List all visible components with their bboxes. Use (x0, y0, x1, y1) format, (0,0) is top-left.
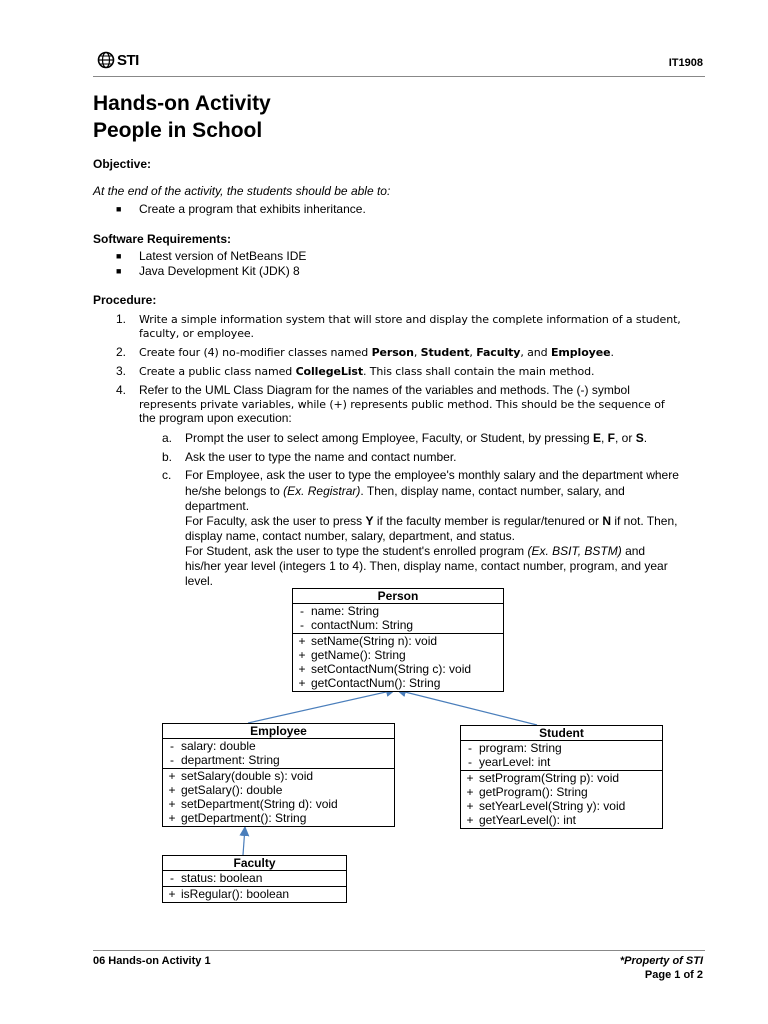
class-title: Faculty (163, 856, 346, 871)
footer-property: *Property of STI (619, 955, 703, 967)
field-text: contactNum: String (311, 618, 414, 632)
method-row (163, 783, 394, 797)
substep-c-line: his/her year level (integers 1 to 4). Then, display name, contact number, program, and year (185, 559, 668, 573)
field-row (163, 753, 394, 767)
field-text: yearLevel: int (479, 755, 551, 769)
class-title: Student (461, 726, 662, 741)
bullet-icon: ■ (116, 251, 122, 261)
visibility-symbol: + (298, 676, 306, 690)
substep-c-line: For Employee, ask the user to type the employee's monthly salary and the department where (185, 468, 679, 482)
substep-c-line: department. (185, 499, 250, 513)
step-2-part: Create four (4) no-modifier classes named (139, 346, 372, 359)
substep-c-line: display name, contact number, salary, department, and status. (185, 529, 515, 543)
software-item: Java Development Kit (JDK) 8 (139, 264, 300, 278)
substep-part: , or (615, 431, 636, 445)
method-text: getContactNum(): String (311, 676, 441, 690)
software-heading: Software Requirements: (93, 232, 232, 246)
method-row (293, 648, 503, 662)
uml-class-student (460, 725, 663, 829)
class-title: Employee (163, 724, 394, 739)
substep-label: c. (162, 468, 172, 482)
visibility-symbol: + (466, 813, 474, 827)
substep-part: if the faculty member is regular/tenured or (373, 514, 603, 528)
methods (461, 771, 662, 828)
visibility-symbol: - (300, 604, 304, 618)
logo-text: STI (117, 51, 139, 69)
method-row (163, 887, 346, 901)
field-text: department: String (181, 753, 280, 767)
visibility-symbol: - (468, 755, 472, 769)
substep-part: For Faculty, ask the user to press (185, 514, 366, 528)
page-number: Page 1 of 2 (644, 969, 703, 981)
class-title: Person (293, 589, 503, 604)
key-letter: F (607, 431, 616, 445)
methods (293, 634, 503, 691)
substep-label: b. (162, 450, 173, 464)
inheritance-arrow-employee-person (248, 690, 395, 723)
method-text: getSalary(): double (181, 783, 283, 797)
footer-left: 06 Hands-on Activity 1 (93, 955, 211, 967)
method-row (163, 797, 394, 811)
visibility-symbol: + (298, 634, 306, 648)
step-3-part: . This class shall contain the main method. (363, 365, 595, 378)
visibility-symbol: + (466, 799, 474, 813)
method-row (293, 662, 503, 676)
visibility-symbol: - (300, 618, 304, 632)
methods (163, 887, 346, 902)
visibility-symbol: + (168, 811, 176, 825)
method-row (293, 676, 503, 690)
substep-c-line: level. (185, 574, 214, 588)
methods (163, 769, 394, 826)
visibility-symbol: + (298, 648, 306, 662)
method-row (163, 769, 394, 783)
field-text: status: boolean (181, 871, 263, 885)
substep-part: if not. Then, (610, 514, 678, 528)
step-2-part: , (413, 346, 421, 359)
substep-b-text: Ask the user to type the name and contact number. (185, 450, 457, 464)
method-row (461, 785, 662, 799)
step-number: 2. (116, 345, 127, 359)
doc-id: IT1908 (668, 57, 703, 69)
method-row (461, 799, 662, 813)
title-line-2: People in School (93, 119, 263, 142)
uml-class-person (292, 588, 504, 692)
inheritance-arrow-faculty-employee (243, 827, 245, 855)
visibility-symbol: - (170, 739, 174, 753)
method-text: setContactNum(String c): void (311, 662, 472, 676)
method-text: setDepartment(String d): void (181, 797, 338, 811)
software-item: Latest version of NetBeans IDE (139, 249, 307, 263)
bullet-icon: ■ (116, 266, 122, 276)
method-text: getYearLevel(): int (479, 813, 576, 827)
visibility-symbol: + (466, 785, 474, 799)
field-row (163, 871, 346, 885)
substep-part: For Student, ask the user to type the student's enrolled program (185, 544, 528, 558)
field-row (163, 739, 394, 753)
key-letter: N (602, 514, 611, 528)
visibility-symbol: + (298, 662, 306, 676)
fields (293, 604, 503, 634)
field-row (293, 604, 503, 618)
method-row (461, 813, 662, 827)
example-text: (Ex. BSIT, BSTM) (527, 544, 622, 558)
step-number: 3. (116, 364, 127, 378)
method-text: getDepartment(): String (181, 811, 307, 825)
step-2-part: . (610, 346, 614, 359)
field-text: program: String (479, 741, 562, 755)
step-number: 1. (116, 312, 127, 326)
substep-part: Prompt the user to select among Employee, Faculty, or Student, by pressing (185, 431, 593, 445)
visibility-symbol: + (168, 887, 176, 901)
visibility-symbol: + (168, 769, 176, 783)
inheritance-arrow-student-person (397, 690, 537, 725)
method-text: isRegular(): boolean (181, 887, 290, 901)
class-name: CollegeList (295, 365, 364, 378)
step-1-line: faculty, or employee. (139, 327, 254, 340)
step-2-part: , (469, 346, 477, 359)
method-text: getName(): String (311, 648, 406, 662)
substep-part: . Then, display name, contact number, salary, and (360, 484, 625, 498)
class-name: Employee (550, 346, 611, 359)
substep-label: a. (162, 431, 173, 445)
objective-item: Create a program that exhibits inheritance. (139, 202, 366, 216)
uml-class-faculty (162, 855, 347, 903)
step-4-line: Refer to the UML Class Diagram for the names of the variables and methods. The (-) symbol (139, 383, 630, 397)
class-name: Person (371, 346, 414, 359)
step-3-part: Create a public class named (139, 365, 296, 378)
objective-intro: At the end of the activity, the students should be able to: (93, 184, 391, 198)
step-4-line: the program upon execution: (139, 411, 292, 425)
step-1-line: Write a simple information system that will store and display the complete information of a student, (139, 313, 681, 326)
field-row (461, 741, 662, 755)
substep-part: . (643, 431, 648, 445)
method-row (461, 771, 662, 785)
visibility-symbol: - (468, 741, 472, 755)
field-row (461, 755, 662, 769)
method-text: setName(String n): void (311, 634, 438, 648)
bullet-icon: ■ (116, 204, 122, 214)
substep-part: , (601, 431, 608, 445)
class-name: Faculty (476, 346, 521, 359)
field-row (293, 618, 503, 632)
procedure-heading: Procedure: (93, 293, 157, 307)
example-text: (Ex. Registrar) (283, 484, 361, 498)
fields (163, 739, 394, 769)
visibility-symbol: + (168, 783, 176, 797)
fields (461, 741, 662, 771)
visibility-symbol: + (168, 797, 176, 811)
footer-divider (93, 950, 705, 951)
step-4-line: represents private variables, while (+) represents public method. This should be the sequence of (139, 398, 665, 411)
field-text: name: String (311, 604, 380, 618)
key-letter: Y (365, 514, 374, 528)
visibility-symbol: - (170, 753, 174, 767)
fields (163, 871, 346, 887)
key-letter: E (592, 431, 601, 445)
method-text: setYearLevel(String y): void (479, 799, 626, 813)
objective-heading: Objective: (93, 157, 152, 171)
step-number: 4. (116, 383, 127, 397)
method-row (163, 811, 394, 825)
key-letter: S (635, 431, 644, 445)
substep-part: he/she belongs to (185, 484, 284, 498)
title-line-1: Hands-on Activity (93, 92, 271, 115)
step-2-part: , and (520, 346, 551, 359)
substep-part: and (621, 544, 646, 558)
uml-class-employee (162, 723, 395, 827)
visibility-symbol: - (170, 871, 174, 885)
method-row (293, 634, 503, 648)
field-text: salary: double (181, 739, 256, 753)
method-text: getProgram(): String (479, 785, 588, 799)
class-name: Student (420, 346, 470, 359)
method-text: setSalary(double s): void (181, 769, 314, 783)
method-text: setProgram(String p): void (479, 771, 620, 785)
visibility-symbol: + (466, 771, 474, 785)
